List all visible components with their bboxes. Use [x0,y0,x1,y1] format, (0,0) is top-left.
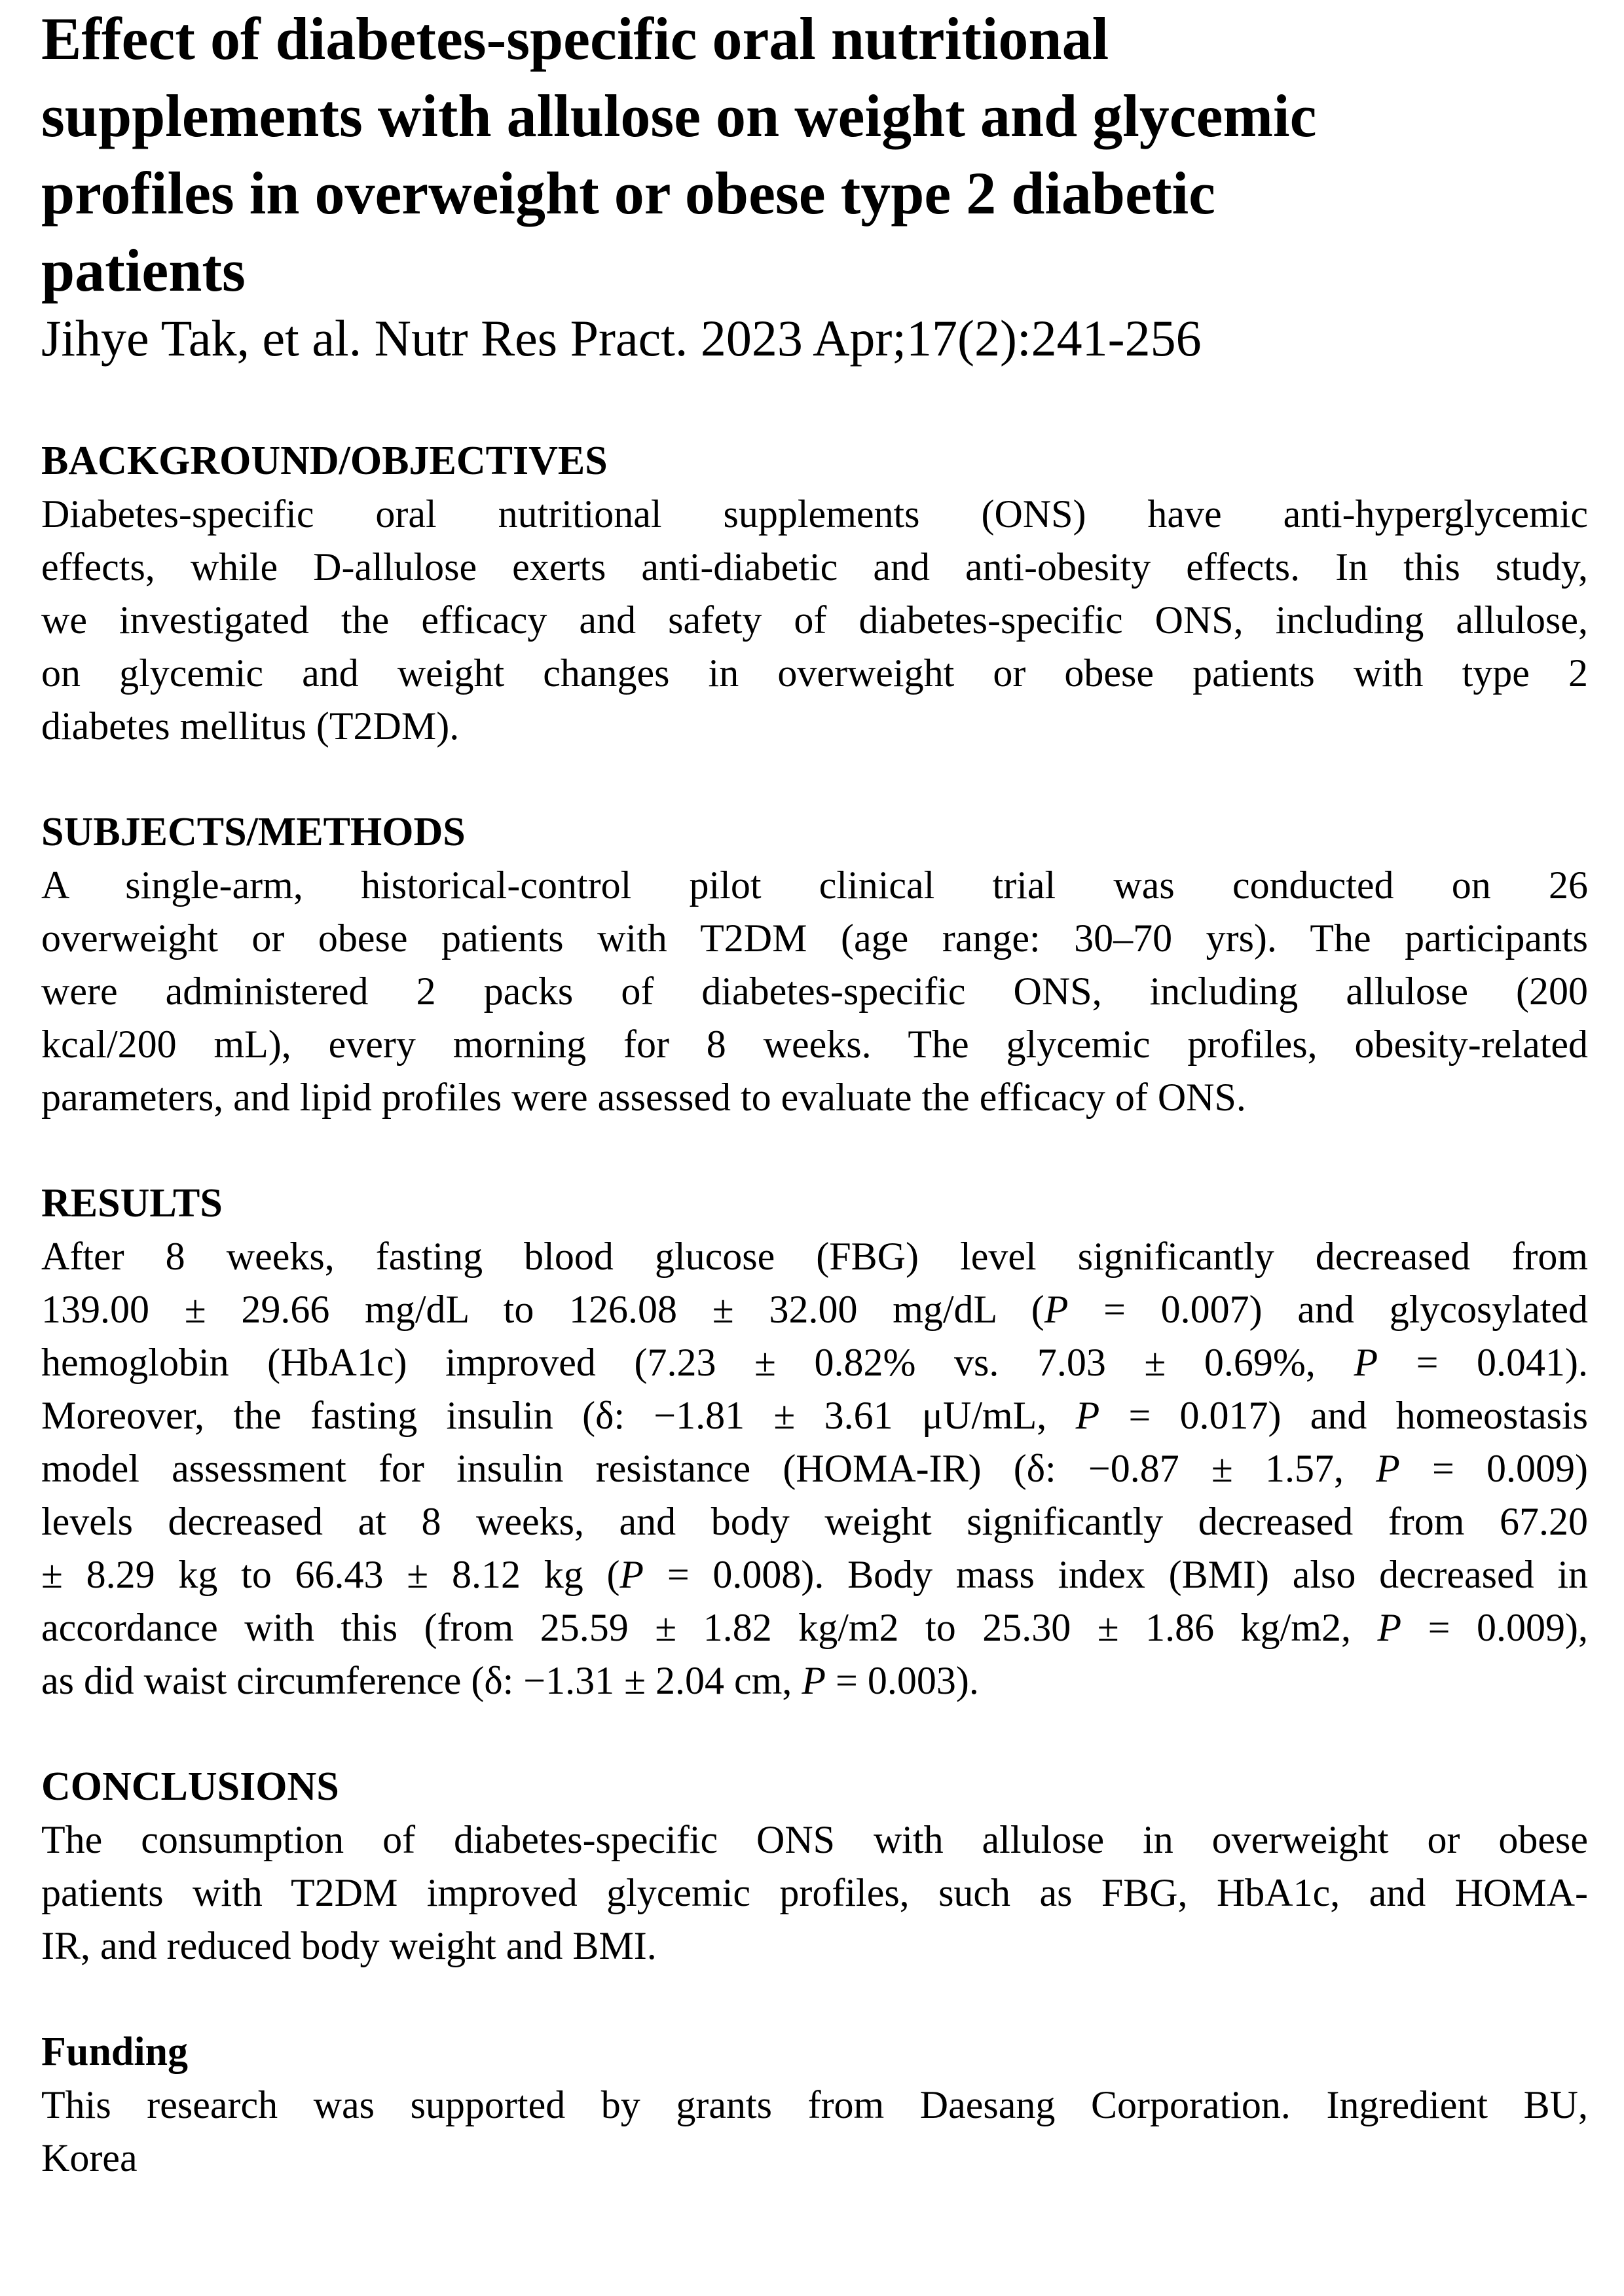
paragraph-line [41,1283,1588,1336]
text-run: ± 8.29 kg to 66.43 ± 8.12 kg ( [41,1553,620,1596]
paragraph-line [41,1389,1588,1442]
paragraph-line [41,2079,1588,2132]
section-heading: Funding [41,2030,189,2074]
paragraph-line [41,912,1588,965]
section-heading: BACKGROUND/OBJECTIVES [41,439,608,483]
text-run: = 0.009) [1399,1447,1588,1490]
paragraph-line [41,700,1588,753]
paragraph-line [41,541,1588,594]
paragraph-line [41,1920,1588,1973]
text-run: patients with T2DM improved glycemic profiles, such as FBG, HbA1c, and HOMA- [41,1871,1588,1914]
paragraph-line [41,1442,1588,1495]
paragraph-line [41,1071,1588,1124]
text-run: = 0.007) and glycosylated [1068,1288,1588,1331]
italic-p-symbol: P [1354,1341,1378,1384]
text-run: as did waist circumference (δ: −1.31 ± 2.04 cm, [41,1659,802,1702]
text-run: IR, and reduced body weight and BMI. [41,1924,657,1967]
paragraph-line [41,488,1588,541]
paragraph-line [41,1654,1588,1707]
paragraph-line [41,594,1588,647]
paragraph-line [41,1813,1588,1867]
italic-p-symbol: P [1376,1447,1400,1490]
abstract-body [41,435,1588,2238]
title-line: profiles in overweight or obese type 2 diabetic [41,160,1215,227]
text-run: Korea [41,2136,138,2179]
italic-p-symbol: P [1377,1606,1402,1649]
text-run: kcal/200 mL), every morning for 8 weeks. The glycemic profiles, obesity-related [41,1023,1588,1066]
text-run: were administered 2 packs of diabetes-specific ONS, including allulose (200 [41,970,1588,1013]
text-run: After 8 weeks, fasting blood glucose (FBG) level significantly decreased from [41,1235,1588,1278]
text-run: effects, while D-allulose exerts anti-diabetic and anti-obesity effects. In this study, [41,545,1588,589]
text-run: 139.00 ± 29.66 mg/dL to 126.08 ± 32.00 mg/dL ( [41,1288,1044,1331]
paragraph-line [41,1601,1588,1654]
document-page [41,0,1588,2179]
citation: Jihye Tak, et al. Nutr Res Pract. 2023 Apr;17(2):241-256 [41,310,1202,367]
text-run: hemoglobin (HbA1c) improved (7.23 ± 0.82% vs. 7.03 ± 0.69%, [41,1341,1354,1384]
section-heading: CONCLUSIONS [41,1764,339,1809]
paragraph-line [41,1548,1588,1601]
text-run: accordance with this (from 25.59 ± 1.82 kg/m2 to 25.30 ± 1.86 kg/m2, [41,1606,1378,1649]
section-conclusions [41,1760,1588,1973]
paragraph-line [41,2132,1588,2185]
article-title [41,0,1588,309]
text-run: The consumption of diabetes-specific ONS with allulose in overweight or obese [41,1818,1588,1861]
text-run: diabetes mellitus (T2DM). [41,704,460,748]
text-run: = 0.041). [1378,1341,1588,1384]
title-line: Effect of diabetes-specific oral nutritional [41,5,1109,72]
text-run: = 0.017) and homeostasis [1099,1394,1588,1437]
text-run: we investigated the efficacy and safety of diabetes-specific ONS, including allulose, [41,598,1588,642]
text-run: A single-arm, historical-control pilot clinical trial was conducted on 26 [41,864,1588,907]
paragraph-line [41,647,1588,700]
text-run: = 0.003). [826,1659,979,1702]
text-run: parameters, and lipid profiles were assessed to evaluate the efficacy of ONS. [41,1076,1246,1119]
section-heading: SUBJECTS/METHODS [41,810,466,854]
section-background-objectives [41,435,1588,753]
paragraph-line [41,1336,1588,1389]
paragraph-line [41,1495,1588,1548]
paragraph-line [41,1018,1588,1071]
italic-p-symbol: P [802,1659,826,1702]
paragraph-line [41,1867,1588,1920]
text-run: This research was supported by grants from Daesang Corporation. Ingredient BU, [41,2083,1588,2126]
title-line: supplements with allulose on weight and glycemic [41,82,1317,149]
text-run: Moreover, the fasting insulin (δ: −1.81 ± 3.61 μU/mL, [41,1394,1076,1437]
italic-p-symbol: P [619,1553,644,1596]
paragraph-line [41,859,1588,912]
section-funding [41,2026,1588,2185]
title-line: patients [41,237,246,304]
text-run: overweight or obese patients with T2DM (age range: 30–70 yrs). The participants [41,917,1588,960]
paragraph-line [41,1230,1588,1283]
text-run: Diabetes-specific oral nutritional supplements (ONS) have anti-hyperglycemic [41,492,1588,536]
paragraph-line [41,965,1588,1018]
section-heading: RESULTS [41,1181,223,1226]
section-results [41,1177,1588,1707]
text-run: model assessment for insulin resistance (HOMA-IR) (δ: −0.87 ± 1.57, [41,1447,1376,1490]
italic-p-symbol: P [1044,1288,1069,1331]
text-run: on glycemic and weight changes in overweight or obese patients with type 2 [41,651,1588,695]
italic-p-symbol: P [1075,1394,1100,1437]
text-run: levels decreased at 8 weeks, and body weight significantly decreased from 67.20 [41,1500,1588,1543]
section-subjects-methods [41,806,1588,1124]
text-run: = 0.008). Body mass index (BMI) also decreased in [644,1553,1588,1596]
text-run: = 0.009), [1401,1606,1588,1649]
